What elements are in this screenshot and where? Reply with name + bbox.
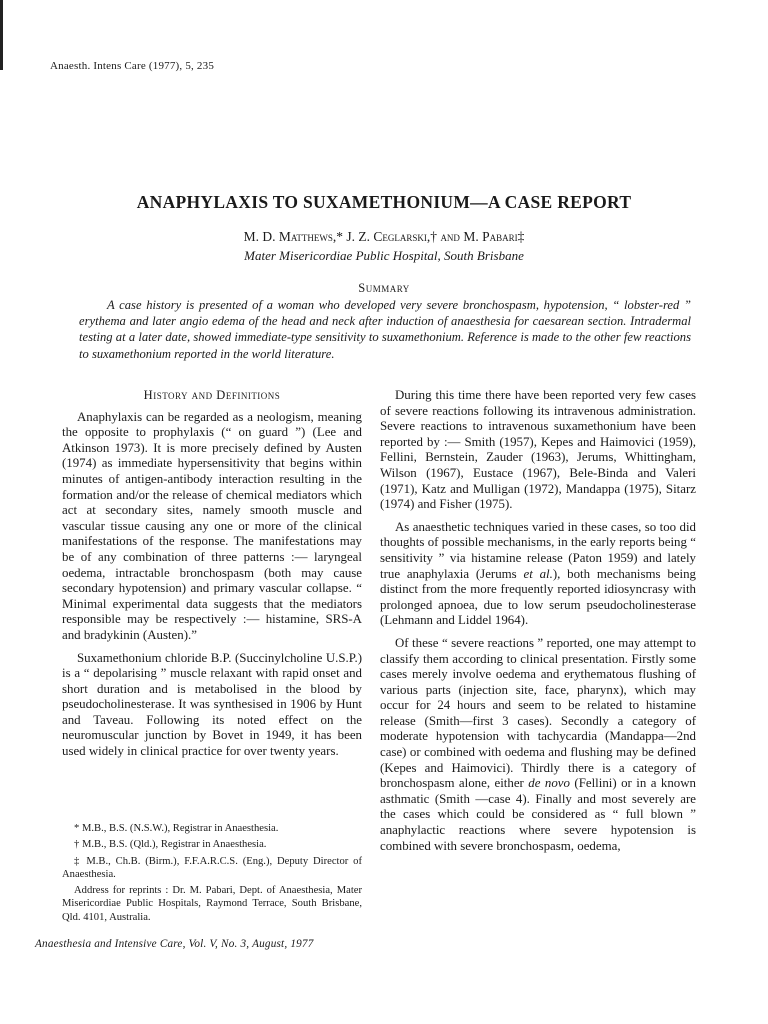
italic-text: et al. — [523, 566, 553, 581]
body-paragraph: Suxamethonium chloride B.P. (Succinylcholine U.S.P.) is a “ depolarising ” muscle relaxant with rapid onset and short duration and is metabolised in the blood by pseudocholinesterase. It was synthesised in 1906 by Hunt and Taveau. Following its noted effect on the neuromuscular junction by Bovet in 1949, it has been used widely in clinical practice for over twenty years. — [62, 650, 362, 759]
body-paragraph: During this time there have been reported very few cases of severe reactions following its intravenous administration. Severe reactions to intravenous suxamethonium have been reported by :— Smith (1957), Kepes and Haimovici (1959), Fellini, Bernstein, Zauder (1963), Jerums, Whittingham, Wilson (1967), Eustace (1967), Bele-Binda and Valeri (1971), Katz and Mulligan (1972), Mandappa (1975), Sitarz (1974) and Fisher (1975). — [380, 388, 696, 512]
author-line — [0, 229, 768, 245]
text-run: Of these “ severe reactions ” reported, one may attempt to classify them according to clinical presentation. Firstly some cases merely involve oedema and erythematous flushing of various parts (injection site, face, pharynx), which may occur for 24 hours and seem to be related to histamine release (Smith—first 3 cases). Secondly a category of moderate hypotension with tachycardia (Mandappa—2nd case) or combined with oedema and flushing may be defined (Kepes and Haimovici). Thirdly there is a category of bronchospasm alone, either — [380, 635, 696, 791]
summary-heading: Summary — [358, 281, 410, 295]
footnote: † M.B., B.S. (Qld.), Registrar in Anaesthesia. — [74, 839, 267, 851]
body-paragraph — [380, 636, 696, 854]
article-title: ANAPHYLAXIS TO SUXAMETHONIUM—A CASE REPORT — [136, 192, 632, 212]
scan-edge-mark — [0, 0, 3, 70]
body-paragraph — [380, 520, 696, 629]
footnote: ‡ M.B., Ch.B. (Birm.), F.F.A.R.C.S. (Eng.), Deputy Director of Anaesthesia. — [62, 855, 362, 880]
text-run: As anaesthetic techniques varied in these cases, so too did thoughts of possible mechanisms, in the early reports being “ sensitivity ” via histamine release (Paton 1959) and lately true anaphylaxia (Jerums — [380, 519, 696, 581]
journal-footer: Anaesthesia and Intensive Care, Vol. V, No. 3, August, 1977 — [35, 938, 314, 950]
text-run: (Fellini) or in a known asthmatic (Smith —case 4). Finally and most severely are the cases which could be considered as “ full blown ” anaphylactic reactions where severe hypotension is combined with severe bronchospasm, oedema, — [380, 776, 696, 853]
author-3: M. Pabari‡ — [463, 229, 525, 244]
section-heading: History and Definitions — [143, 388, 281, 402]
left-column — [62, 388, 362, 767]
affiliation: Mater Misericordiae Public Hospital, South Brisbane — [244, 248, 524, 263]
footnotes — [62, 822, 362, 884]
author-conjunction: and — [440, 229, 460, 244]
right-column — [380, 388, 696, 861]
text-run: ), both mechanisms being distinct from the more frequently reported idiosyncrasy with prolonged apnoea, due to low serum pseudocholinesterase (Lehmann and Liddel 1964). — [380, 566, 697, 628]
footnote: * M.B., B.S. (N.S.W.), Registrar in Anaesthesia. — [74, 823, 279, 834]
body-paragraph: Anaphylaxis can be regarded as a neologism, meaning the opposite to prophylaxis (“ on guard ”) (Lee and Atkinson 1973). It is more precisely defined by Austen (1974) as immediate hypersensitivity that begins within minutes of antigen-antibody interaction resulting in the formation and/or the release of chemical mediators which act at secondary sites, namely smooth muscle and vascular tissue causing any one or more of the clinical manifestations of the response. The manifestations may be of any combination of three patterns :— laryngeal oedema, intractable bronchospasm (both may cause secondary hypotension) and primary vascular collapse. “ Minimal experimental data suggests that the mediators responsible may be respectively :— histamine, SRS-A and bradykinin (Austen).” — [62, 409, 362, 642]
summary-text: A case history is presented of a woman who developed very severe bronchospasm, hypotension, “ lobster-red ” erythema and later angio edema of the head and neck after induction of anaesthesia for caesarean section. Intradermal testing at a later date, showed immediate-type sensitivity to suxamethonium. Reference is made to the other few reactions to suxamethonium reported in the world literature. — [79, 298, 691, 361]
running-head: Anaesth. Intens Care (1977), 5, 235 — [50, 60, 215, 72]
reprint-address: Address for reprints : Dr. M. Pabari, Dept. of Anaesthesia, Mater Misericordiae Public Hospitals, Raymond Terrace, South Brisbane, Qld. 4101, Australia. — [62, 885, 362, 923]
italic-text: de novo — [528, 776, 570, 791]
author-1: M. D. Matthews,* — [243, 229, 344, 244]
author-2: J. Z. Ceglarski,† — [346, 229, 438, 244]
